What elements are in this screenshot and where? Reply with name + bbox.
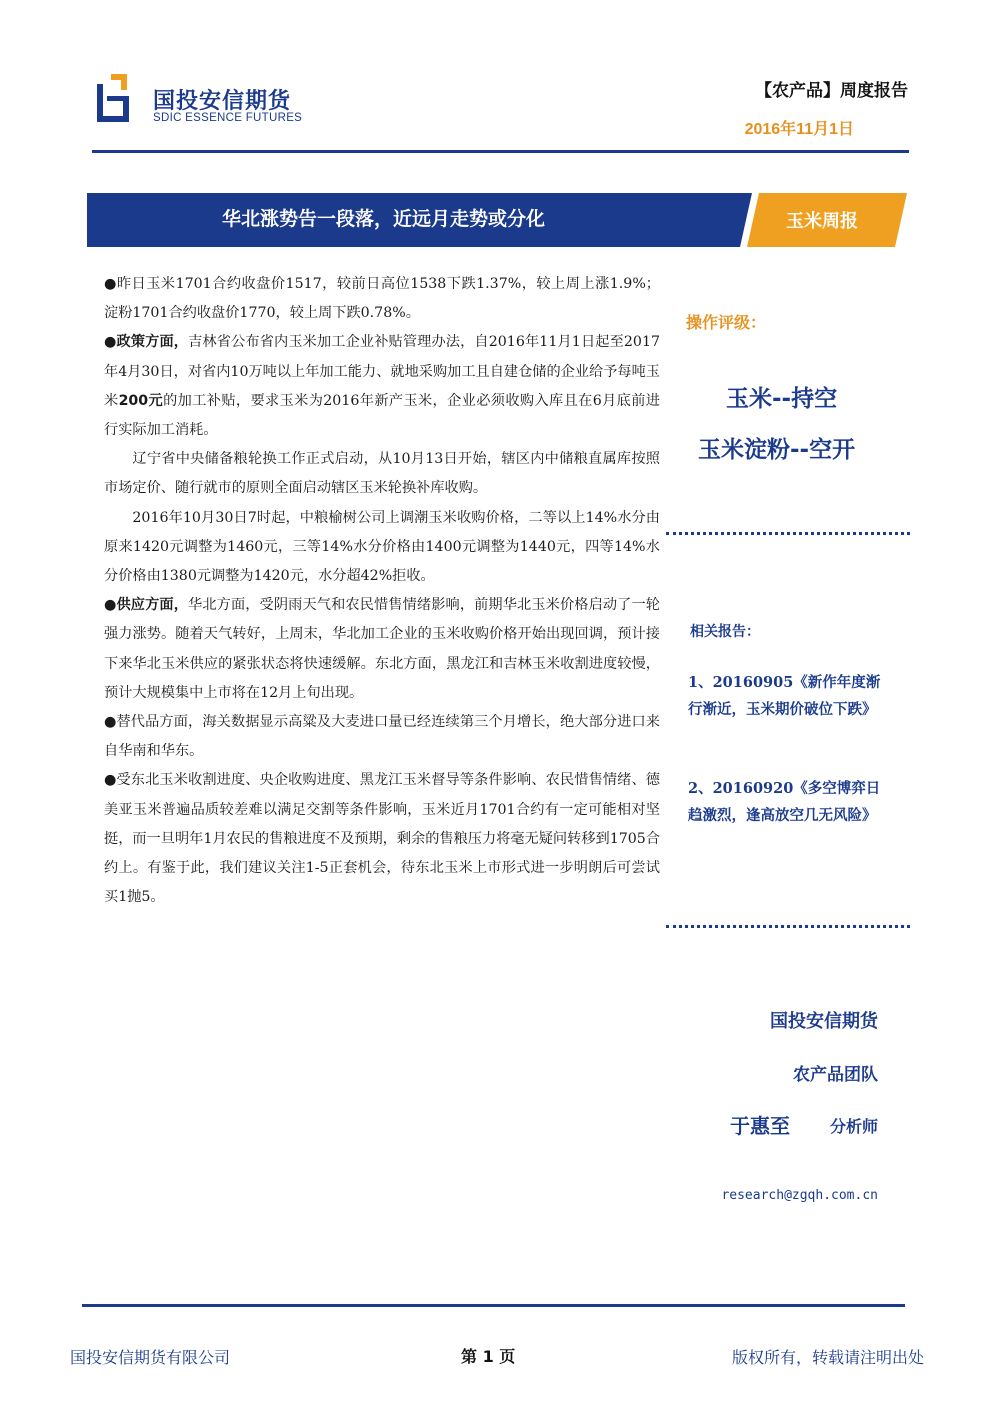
- analyst-title: 分析师: [829, 1117, 878, 1136]
- footer-company: 国投安信期货有限公司: [70, 1348, 231, 1367]
- report-title: 华北涨势告一段落，近远月走势或分化: [222, 208, 546, 230]
- sidebar-divider: [666, 925, 910, 928]
- bullet-icon: ●: [104, 276, 117, 292]
- bullet-icon: ●: [104, 334, 117, 351]
- paragraph-cofco: 2016年10月30日7时起，中粮榆树公司上调潮玉米收购价格，二等以上14%水分由原来1420元调整为1460元，三等14%水分价格由1400元调整为1440元，四等14%水分价格由1380元调整为1420元，水分超42%拒收。: [104, 509, 660, 585]
- team-name: 农产品团队: [793, 1065, 878, 1085]
- paragraph-prices: ●昨日玉米1701合约收盘价1517，较前日高位1538下跌1.37%，较上周上涨1.9%；淀粉1701合约收盘价1770，较上周下跌0.78%。: [104, 276, 660, 322]
- report-date: 2016年11月1日: [744, 121, 854, 138]
- rating-corn-starch: 玉米淀粉--空开: [698, 437, 856, 463]
- paragraph-outlook: ●受东北玉米收割进度、央企收购进度、黑龙江玉米督导等条件影响、农民惜售情绪、德美亚玉米普遍品质较差难以满足交割等条件影响，玉米近月1701合约有一定可能相对坚挺，而一旦明年1月农民的售粮进度不及预期，剩余的售粮压力将毫无疑问转移到1705合约上。有鉴于此，我们建议关注1-5正套机会，待东北玉米上市形式进一步明朗后可尝试买1抛5。: [104, 772, 660, 906]
- company-name-cn: 国投安信期货: [153, 89, 292, 114]
- footer-divider: [82, 1304, 905, 1307]
- paragraph-policy: ●政策方面，吉林省公布省内玉米加工企业补贴管理办法，自2016年11月1日起至2017年4月30日，对省内10万吨以上年加工能力、就地采购加工且自建仓储的企业给予每吨玉米200元的加工补贴，要求玉米为2016年新产玉米，企业必须收购入库且在6月底前进行实际加工消耗。: [104, 334, 660, 439]
- related-report-link[interactable]: 1、20160905《新作年度渐行渐近，玉米期价破位下跌》: [688, 674, 881, 718]
- contact-email[interactable]: research@zgqh.com.cn: [721, 1188, 878, 1203]
- header-divider: [92, 150, 909, 153]
- rating-label: 操作评级：: [686, 313, 767, 332]
- report-category-tag: 玉米周报: [786, 211, 858, 232]
- bullet-icon: ●: [104, 714, 117, 731]
- paragraph-supply: ●供应方面，华北方面，受阴雨天气和农民惜售情绪影响，前期华北玉米价格启动了一轮强力涨势。随着天气转好，上周末，华北加工企业的玉米收购价格开始出现回调，预计接下来华北玉米供应的紧张状态将快速缓解。东北方面，黑龙江和吉林玉米收割进度较慢，预计大规模集中上市将在12月上旬出现。: [104, 597, 660, 701]
- company-name-en: SDIC ESSENCE FUTURES: [153, 112, 303, 124]
- org-name: 国投安信期货: [770, 1011, 878, 1032]
- sidebar-divider: [666, 532, 910, 535]
- related-report-link[interactable]: 2、20160920《多空博弈日趋激烈，逢高放空几无风险》: [688, 780, 881, 824]
- report-type: 【农产品】周度报告: [755, 81, 908, 101]
- section-heading: 供应方面，: [116, 597, 189, 614]
- page-number: 第 1 页: [461, 1347, 516, 1366]
- bullet-icon: ●: [104, 772, 117, 789]
- analyst-name: 于惠至: [730, 1114, 790, 1138]
- related-reports-label: 相关报告：: [690, 624, 760, 640]
- paragraph-liaoning: 辽宁省中央储备粮轮换工作正式启动，从10月13日开始，辖区内中储粮直属库按照市场定价、随行就市的原则全面启动辖区玉米轮换补库收购。: [104, 451, 660, 497]
- company-logo-mark: [97, 74, 141, 122]
- bullet-icon: ●: [104, 597, 117, 614]
- paragraph-substitutes: ●替代品方面，海关数据显示高粱及大麦进口量已经连续第三个月增长，绝大部分进口来自华南和华东。: [104, 714, 660, 760]
- report-body: [104, 270, 660, 912]
- rating-corn: 玉米--持空: [726, 386, 838, 412]
- subsidy-amount: 200元: [118, 392, 164, 409]
- copyright-notice: 版权所有，转载请注明出处: [731, 1348, 924, 1367]
- section-heading: 政策方面，: [116, 334, 189, 351]
